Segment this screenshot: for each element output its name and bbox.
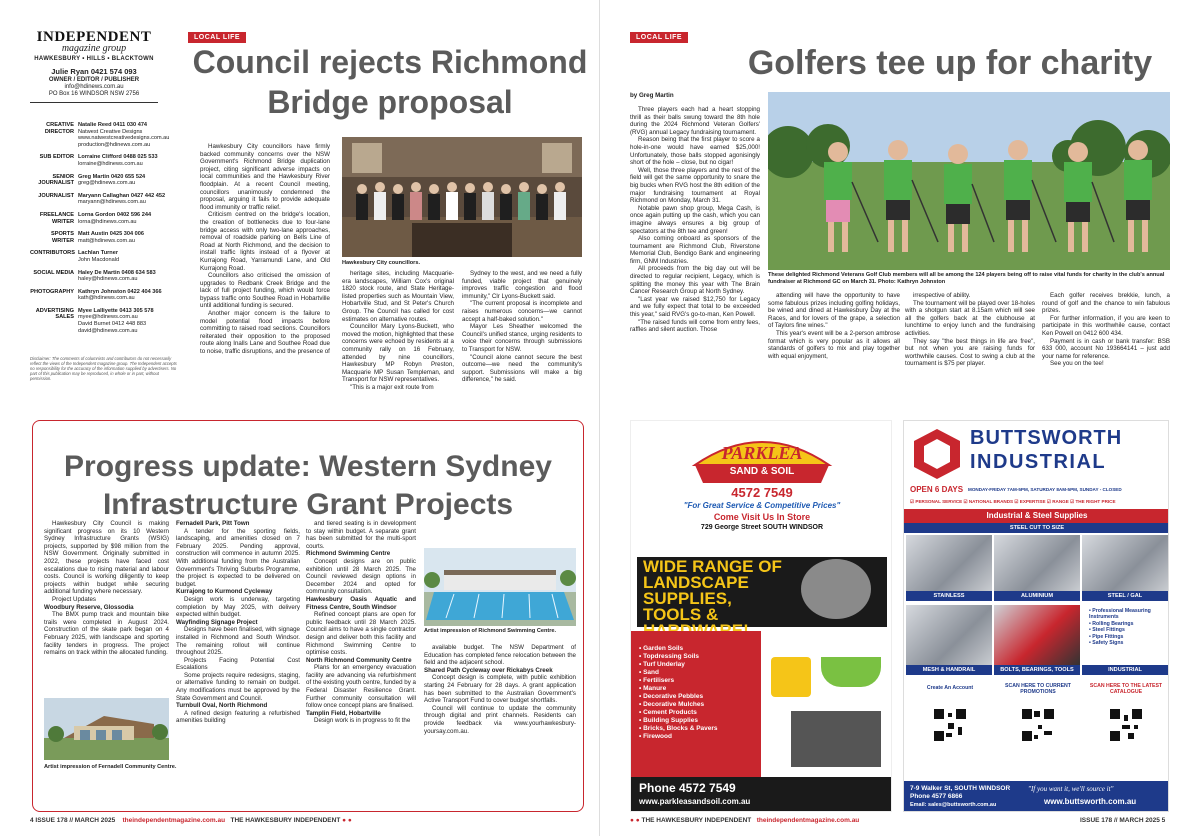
paragraph: available budget. The NSW Department of Education has completed fence relocation between the field and the adjacent school. <box>424 644 576 667</box>
paragraph: Design work is in progress to fit the <box>314 717 411 725</box>
staff-info <box>78 154 190 167</box>
paragraph: Concept design is complete, with public exhibition starting 24 February for 28 days. A grant application has been submitted to the Australian Government's Active Transport Fund to cover budget shortfalls. <box>424 674 576 705</box>
staff-row <box>30 212 190 225</box>
right-footer-site[interactable]: theindependentmagazine.com.au <box>756 817 860 824</box>
paragraph: Fernadell Park, Pitt Town <box>176 520 250 527</box>
paragraph: They say "the best things in life are free", but not when you are raising funds for worthwhile causes. Cost to swing a club at the tournament is $75 per player. <box>905 337 1035 368</box>
product-item: • Turf Underlay <box>639 661 685 668</box>
paragraph: Payment is in cash or bank transfer: BSB 633 000, account No 193664141 – just add your name for reference. <box>1042 337 1170 360</box>
industrial-item: • Rolling Bearings <box>1089 620 1134 627</box>
paragraph: "The current proposal is incomplete and raises numerous concerns—we cannot accept a half-baked solution." <box>462 300 582 323</box>
saw-blade-icon <box>801 559 871 619</box>
buttsworth-website[interactable]: www.buttsworth.com.au <box>1044 797 1137 806</box>
parklea-website[interactable]: www.parkleasandsoil.com.au <box>639 797 751 806</box>
staff-row <box>30 174 190 187</box>
wheelbarrow-icon <box>821 657 881 687</box>
parklea-visit: Come Visit Us In Store <box>713 512 811 522</box>
paragraph: Kurrajong to Kurmond Cycleway <box>176 588 273 596</box>
industrial-item: • Professional Measuring Instruments <box>1089 608 1151 621</box>
staff-info-line: Haley De Martin 0408 634 583 <box>78 269 156 276</box>
golf-col1 <box>630 106 760 382</box>
buttsworth-hours: MONDAY-FRIDAY 7AM-5PM, SATURDAY 8AM-5PM, SUNDAY - CLOSED <box>968 487 1122 492</box>
buttsworth-name2: INDUSTRIAL <box>970 451 1107 473</box>
fernadell-photo <box>44 698 169 760</box>
staff-row <box>30 154 190 167</box>
buttsworth-ad[interactable] <box>903 420 1169 812</box>
buttsworth-name1: BUTTSWORTH <box>970 427 1123 449</box>
left-footer-issue: 4 ISSUE 178 // MARCH 2025 <box>30 817 116 824</box>
tools-img <box>994 605 1080 665</box>
council-photo <box>342 137 582 257</box>
staff-info-line[interactable]: david@hdinews.com.au <box>78 327 138 334</box>
fernadell-caption: Artist impression of Fernadell Community Centre. <box>44 764 177 770</box>
industrial-item: • Pipe Fittings <box>1089 633 1124 640</box>
owner-role: OWNER / EDITOR / PUBLISHER <box>48 77 140 83</box>
story2-col1 <box>44 520 169 695</box>
staff-info <box>78 174 190 187</box>
right-footer-issue: ISSUE 178 // MARCH 2025 5 <box>1080 817 1166 824</box>
masthead-title: INDEPENDENT <box>36 29 152 45</box>
paragraph: Project Updates <box>52 595 97 603</box>
staff-info <box>78 122 190 148</box>
paragraph: Plans for an emergency evacuation facility are advancing via refurbishment of the existing youth centre, funded by a Federal Disaster Resilience Grant. Further community consultation will follow once concept plans are finalised. <box>306 664 416 710</box>
staff-role: SUB EDITOR <box>39 154 74 161</box>
disclaimer: Disclaimer: The comments of columnists and contributors do not necessarily reflect the views of the Independent magazine group. The Independent accepts no responsibility for the accuracy of the information supplied by advertisers. No part of this publication may be reproduced, in whole or in part, without permission. <box>30 356 177 381</box>
paragraph: Another major concern is the failure to model potential flood impacts before committing to raised road sections. Councillors reiterated their opposition to the proposed route along Inalls Lane and Southee Road due to noise, traffic disruptions, and the presence of <box>200 310 330 356</box>
story1-headline-line2: Bridge proposal <box>267 84 513 120</box>
paragraph: This year's event will be a 2-person ambrose format which is very popular as it allows all standards of golfers to mix and play together with equal enjoyment, <box>768 329 900 360</box>
left-footer <box>30 817 352 824</box>
qr-code-icon[interactable] <box>1020 707 1056 743</box>
paragraph: Tamplin Field, Hobartville <box>306 709 381 717</box>
paragraph: See you on the tee! <box>1050 360 1104 368</box>
staff-row <box>30 193 190 206</box>
staff-info-line: Lorna Gordon 0402 596 244 <box>78 211 152 218</box>
product-item: • Sand <box>639 669 659 676</box>
paragraph: A tender for the sporting fields, landscaping, and amenities closed on 7 February 2025. Pending approval, construction will commence in autumn 2025. With additional funding from the Australian Government's Thriving Suburbs Programme, the project is expected to be delivered on budget. <box>176 527 300 588</box>
product-item: • Fertilisers <box>639 677 675 684</box>
paragraph: Criticism centred on the bridge's location, the creation of bottlenecks due to four-lane bridge access with only two-lane approaches, removal of roadside parking on Bells Line of Road at North Richmond, and the decision to install traffic lights instead of a flyover at Kurrajong Road, Yarramundi Lane, and Old Kurrajong Road. <box>200 211 330 272</box>
paragraph: Also coming onboard as sponsors of the tournament are Richmond Club, Riverstone Memorial Club, Bendigo Bank and engineering firm, GNM Industries. <box>630 235 760 265</box>
golf-col2 <box>768 292 900 382</box>
paragraph: Council will continue to update the community through digital and print channels. Residents can provide feedback via www.yourhawkesbury-yoursay.com.au. <box>424 704 576 735</box>
right-footer-brand: THE HAWKESBURY INDEPENDENT <box>641 817 752 824</box>
staff-role: CONTRIBUTORS <box>30 250 75 257</box>
cat-mesh: MESH & HANDRAIL <box>906 665 992 675</box>
staff-info-line: Lorraine Clifford 0488 025 533 <box>78 154 158 161</box>
staff-role: SENIOR JOURNALIST <box>38 173 74 187</box>
left-footer-site[interactable]: theindependentmagazine.com.au <box>122 817 226 824</box>
staff-info <box>78 231 190 244</box>
paragraph: Designs have been finalised, with signage installed in Richmond and South Windsor. The remaining rollout will continue throughout 2025. <box>176 626 300 657</box>
parklea-address: 729 George Street SOUTH WINDSOR <box>700 524 824 531</box>
qr-code-icon[interactable] <box>1108 707 1144 743</box>
paragraph: Refined concept plans are open for public feedback until 28 March 2025. Council aims to have a single contractor design and deliver both this facility and Richmond Swimming Centre to optimise costs. <box>306 611 416 657</box>
product-item: • Firewood <box>639 733 672 740</box>
section-tag: LOCAL LIFE <box>630 32 688 43</box>
paragraph: A refined design featuring a refurbished amenities building <box>176 709 300 725</box>
byline: by Greg Martin <box>630 92 674 99</box>
staff-list <box>30 122 190 340</box>
story2-col2 <box>176 520 300 805</box>
paragraph: "Last year we raised $12,750 for Legacy and we fully expect that total to be exceeded this year," said RVG's go-to-man, Ken Powell. <box>630 295 760 319</box>
story1-col1 <box>200 143 330 406</box>
staff-info <box>78 289 190 302</box>
staff-info-line: Matt Austin 0425 304 006 <box>78 231 145 238</box>
staff-info-line[interactable]: myee@hdinews.com.au <box>78 314 138 321</box>
masthead-divider <box>30 102 158 103</box>
paragraph: Projects Facing Potential Cost Escalations <box>176 656 300 672</box>
staff-info-line[interactable]: maryann@hdinews.com.au <box>78 199 146 206</box>
buttsworth-email[interactable]: Email: sales@buttsworth.com.au <box>910 802 997 808</box>
staff-row <box>30 308 190 334</box>
staff-info <box>78 270 190 283</box>
pool-photo <box>424 548 576 626</box>
story2-headline-line2: Infrastructure Grant Projects <box>102 488 514 521</box>
industrial-item: • Steel Fittings <box>1089 627 1125 634</box>
masthead-places: HAWKESBURY • HILLS • BLACKTOWN <box>34 56 154 62</box>
cat-industrial: INDUSTRIAL <box>1082 665 1168 675</box>
story1-col2 <box>342 270 454 410</box>
steel-img <box>1082 535 1168 591</box>
staff-info-line: Natwest Creative Designs <box>78 128 143 135</box>
buttsworth-logo-icon <box>910 427 964 481</box>
fernadell-photo-svg <box>44 698 169 760</box>
product-item: • Bricks, Blocks & Pavers <box>639 725 718 732</box>
product-item: • Decorative Pebbles <box>639 693 704 700</box>
parklea-tagline: "For Great Service & Competitive Prices" <box>683 501 841 510</box>
paragraph: Hawkesbury City Council is making significant progress on its 10 Western Sydney Infrastructure Grants (WSIG) projects, supported by $98 million from the NSW Government. Originally submitted in 2022, these projects have faced cost escalations due to rising material and labour costs. Council is working diligently to keep projects within budget while securing additional funding where necessary. <box>44 520 169 596</box>
golfers-caption: These delighted Richmond Veterans Golf Club members will all be among the 124 players being off to raise vital funds for charity in the club's annual fundraiser at Richmond GC on March 31. Photo: Kathryn Johnston <box>768 272 1165 285</box>
masthead-subtitle: magazine group <box>61 43 127 54</box>
buttsworth-phone[interactable]: Phone 4577 6866 <box>910 793 963 800</box>
staff-info-line[interactable]: lorna@hdinews.com.au <box>78 218 137 225</box>
parklea-phone-bottom[interactable]: Phone 4572 7549 <box>639 781 736 795</box>
paragraph: "Council alone cannot secure the best outcome—we need the community's support. Submissions will make a big difference," he said. <box>462 353 582 384</box>
paragraph: and tiered seating is in development to stay within budget. A separate grant has been submitted for the multi-sport courts. <box>306 520 416 550</box>
cat-steel: STEEL / GAL <box>1082 591 1168 601</box>
story1-col3 <box>462 270 582 410</box>
parklea-ad[interactable] <box>630 420 892 812</box>
staff-info-line: www.natwestcreativedesigns.com.au <box>78 135 170 142</box>
parklea-wide-range: WIDE RANGE OF LANDSCAPE SUPPLIES, TOOLS & <box>643 557 782 624</box>
staff-row <box>30 289 190 302</box>
paragraph: attending will have the opportunity to have some fabulous prizes including golfing holidays, be wined and dined at Hawkesbury Day at the Races, and for lovers of the grape, a selection of Taylors fine wines." <box>768 292 900 330</box>
stainless-img <box>906 535 992 591</box>
staff-info-line: Myee Lalliyette 0413 305 578 <box>78 307 154 314</box>
story2-headline <box>40 448 576 524</box>
mesh-img <box>906 605 992 665</box>
paragraph: Hawkesbury Oasis Aquatic and Fitness Centre, South Windsor <box>306 595 416 611</box>
paragraph: Woodbury Reserve, Glossodia <box>44 603 134 611</box>
industrial-item: • Safety Signs <box>1089 640 1124 647</box>
pool-caption: Artist impression of Richmond Swimming Centre. <box>424 628 557 634</box>
staff-info-line: David Burnet 0412 448 883 <box>78 321 147 328</box>
pool-photo-svg <box>424 548 576 626</box>
paragraph: Councillor Mary Lyons-Buckett, who moved the motion, highlighted that these concerns were echoed by residents at a community rally on 16 February, attended by nine councillors, Hawkesbury MP Robyn Preston, Macquarie MP Susan Templeman, and Transport for NSW representatives. <box>342 323 454 384</box>
story2-headline-line1: Progress update: Western Sydney <box>64 450 552 483</box>
staff-info-line: Maryann Callaghan 0427 442 452 <box>78 192 166 199</box>
paragraph: Shared Path Cycleway over Rickabys Creek <box>424 666 553 674</box>
paragraph: Sydney to the west, and we need a fully funded, viable project that genuinely improves traffic congestion and flood immunity," Clr Lyons-Buckett said. <box>462 270 582 300</box>
paragraph: Mayor Les Sheather welcomed the Council's unified stance, urging residents to voice their concerns through submissions to Transport for NSW. <box>462 323 582 353</box>
golf-col3 <box>905 292 1035 382</box>
story2-col4 <box>424 644 576 804</box>
staff-info <box>78 250 190 263</box>
staff-role: ADVERTISING SALES <box>35 307 74 321</box>
paragraph: Reason being that the first player to score a hole-in-one would have earned $25,000! Unfortunately, those balls stopped agonisingly short of the hole – close, but no cigar! <box>630 136 760 167</box>
paragraph: Some projects require redesigns, staging, or alternative funding to remain on budget. Any modifications must be approved by the State Government and Council. <box>176 671 300 702</box>
cat-stainless: STAINLESS <box>906 591 992 601</box>
golf-headline: Golfers tee up for charity <box>747 44 1153 82</box>
paragraph: Concept designs are on public exhibition until 28 March 2025. The Council reviewed design options in December 2024 and opted for community consultation. <box>306 557 416 596</box>
paragraph: The BMX pump track and mountain bike trails were completed in August 2024. Construction of the skate park began on 4 February 2025, with landscape and sporting facility tenders in progress. The project remains on track within the allocated funding. <box>44 611 169 657</box>
masthead <box>30 30 158 108</box>
staff-info-line: John Macdonald <box>78 256 120 263</box>
left-footer-brand: THE HAWKESBURY INDEPENDENT <box>230 817 341 824</box>
cat-bolts: BOLTS, BEARINGS, TOOLS <box>994 665 1080 675</box>
paragraph: Notable pawn shop group, Mega Cash, is once again putting up the cash, which you can imagine always ensures a big group of spectators at the 8th tee and green! <box>630 204 760 235</box>
parklea-products <box>639 645 718 741</box>
staff-role: PHOTOGRAPHY <box>30 288 74 295</box>
right-footer <box>630 817 859 824</box>
parklea-brand: PARKLEA <box>721 443 803 463</box>
qr3-label: SCAN HERE TO THE LATEST CATALOGUE <box>1089 683 1163 695</box>
staff-info-line[interactable]: haley@hdinews.com.au <box>78 276 138 283</box>
masthead-po-box: PO Box 16 WINDSOR NSW 2756 <box>48 91 140 97</box>
qr1-label: Create An Account <box>926 685 974 691</box>
story1-headline <box>190 42 590 122</box>
council-photo-svg <box>342 137 582 257</box>
staff-role: JOURNALIST <box>38 192 74 199</box>
buttsworth-slogan: "If you want it, we'll source it" <box>1028 785 1114 793</box>
paragraph: Hawkesbury City councillors have firmly backed community concerns over the NSW Government's Richmond Bridge duplication project, citing significant adverse impacts on local communities and the Hawkesbury River floodplain. At a recent Council meeting, councillors unanimously condemned the proposal, arguing it fails to provide adequate flood immunity or traffic relief. <box>200 143 330 211</box>
paragraph: Richmond Swimming Centre <box>306 550 391 558</box>
masthead-email[interactable]: info@hdinews.com.au <box>64 84 124 90</box>
aluminium-img <box>994 535 1080 591</box>
staff-info-line: Natalie Reed 0411 030 474 <box>78 122 148 128</box>
owner-name: Julie Ryan 0421 574 093 <box>51 67 137 76</box>
left-footer-dots-icon: ● ● <box>342 817 352 824</box>
staff-row <box>30 250 190 263</box>
staff-role: FREELANCE WRITER <box>39 211 74 225</box>
staff-row <box>30 122 190 148</box>
parklea-phone-top[interactable]: 4572 7549 <box>731 485 793 500</box>
story1-headline-line1: Council rejects Richmond <box>192 44 588 80</box>
parklea-brand2: SAND & SOIL <box>729 466 795 477</box>
buttsworth-open: OPEN 6 DAYS <box>910 485 964 494</box>
staff-info-line[interactable]: production@hdinews.com.au <box>78 141 151 148</box>
product-item: • Garden Soils <box>639 645 684 652</box>
paragraph: Well, those three players and the rest of the field will get the same opportunity to snare the big bucks when RVG host the 8th edition of the major fundraising tournament at Royal Richmond on Monday, March 31. <box>630 166 760 205</box>
golfers-photo-svg <box>768 92 1170 270</box>
staff-role: SPORTS WRITER <box>50 231 74 244</box>
staff-info-line[interactable]: lorraine@hdinews.com.au <box>78 160 143 167</box>
staff-info-line: Kathryn Johnston 0422 404 366 <box>78 288 162 295</box>
paragraph: heritage sites, including Macquarie-era landscapes, William Cox's original 1820 stock route, and State Heritage-listed properties such as Mountain View, Hobartville Stud, and St Peter's Church Group. The Council has called for cost estimates on alternative routes. <box>342 270 454 323</box>
buttsworth-band: Industrial & Steel Supplies <box>904 509 1169 523</box>
product-item: • Manure <box>639 685 667 692</box>
paragraph: All proceeds from the big day out will be directed to regular recipient, Legacy, which is splitting the money this year with The Brain Cancer Research Group at North Sydney. <box>630 265 760 296</box>
paragraph: irrespective of ability. <box>913 292 971 299</box>
golf-col4 <box>1042 292 1170 382</box>
staff-info-line[interactable]: matt@hdinews.com.au <box>78 237 135 244</box>
buttsworth-contact <box>910 785 1010 809</box>
product-item: • Topdressing Soils <box>639 653 699 660</box>
paragraph: Each golfer receives brekkie, lunch, a round of golf and the chance to win fabulous prizes. <box>1042 292 1170 315</box>
council-photo-caption: Hawkesbury City councillors. <box>342 260 421 266</box>
staff-info-line: Greg Martin 0420 655 524 <box>78 173 146 180</box>
steel-cut-label: STEEL CUT TO SIZE <box>904 523 1169 533</box>
golfers-photo <box>768 92 1170 270</box>
staff-role: CREATIVE DIRECTOR <box>44 122 74 135</box>
right-footer-dots-icon: ● ● <box>630 817 640 824</box>
buttsworth-features: ☑ PERSONAL SERVICE ☑ NATIONAL BRANDS ☑ EXPERTISE ☑ RANGE ☑ THE RIGHT PRICE <box>910 499 1116 504</box>
qr-code-icon[interactable] <box>932 707 968 743</box>
staff-info <box>78 212 190 225</box>
staff-info <box>78 193 190 206</box>
paragraph: "This is a major exit route from <box>350 383 434 391</box>
paragraph: Three players each had a heart stopping thrill as their balls swung toward the 8th hole during the 2024 Richmond Veteran Golfers' (RVG) annual Legacy fundraising tournament. <box>630 106 760 136</box>
paragraph: For further information, if you are keen to participate in this worthwhile cause, contact Ken Powell on 0412 600 434. <box>1042 314 1170 337</box>
paragraph: Councillors also criticised the omission of upgrades to Redbank Creek Bridge and the lack of full project funding, which would force bypass traffic onto Southee Road in Hobartville until additional funding is secured. <box>200 272 330 310</box>
paragraph: Turnbull Oval, North Richmond <box>176 702 268 710</box>
buttsworth-address: 7-9 Walker St, SOUTH WINDSOR <box>910 785 1011 792</box>
staff-info-line: Lachlan Turner <box>78 250 118 257</box>
story2-col3 <box>306 520 416 805</box>
staff-info <box>78 308 190 334</box>
product-item: • Decorative Mulches <box>639 701 705 708</box>
staff-row <box>30 270 190 283</box>
truck-icon <box>791 711 881 767</box>
paragraph: North Richmond Community Centre <box>306 656 412 664</box>
gloves-icon <box>771 657 811 697</box>
staff-role: SOCIAL MEDIA <box>33 269 74 276</box>
product-item: • Building Supplies <box>639 717 698 724</box>
paragraph: Wayfinding Signage Project <box>176 618 258 626</box>
qr2-label: SCAN HERE TO CURRENT PROMOTIONS <box>1005 683 1071 695</box>
staff-info-line[interactable]: kath@hdinews.com.au <box>78 295 135 302</box>
paragraph: Design work is underway, targeting completion by May 2025, with delivery expected within budget. <box>176 595 300 619</box>
product-item: • Cement Products <box>639 709 697 716</box>
staff-info-line[interactable]: greg@hdinews.com.au <box>78 180 136 187</box>
section-tag: LOCAL LIFE <box>188 32 246 43</box>
staff-row <box>30 231 190 244</box>
paragraph: The tournament will be played over 18-holes with a shotgun start at 8.15am which will see all the golfers back at the clubhouse at lunchtime to enjoy lunch and the fundraising activities. <box>905 299 1035 337</box>
paragraph: "The raised funds will come from entry fees, raffles and silent auction. Those <box>630 318 760 334</box>
cat-aluminium: ALUMINIUM <box>994 591 1080 601</box>
